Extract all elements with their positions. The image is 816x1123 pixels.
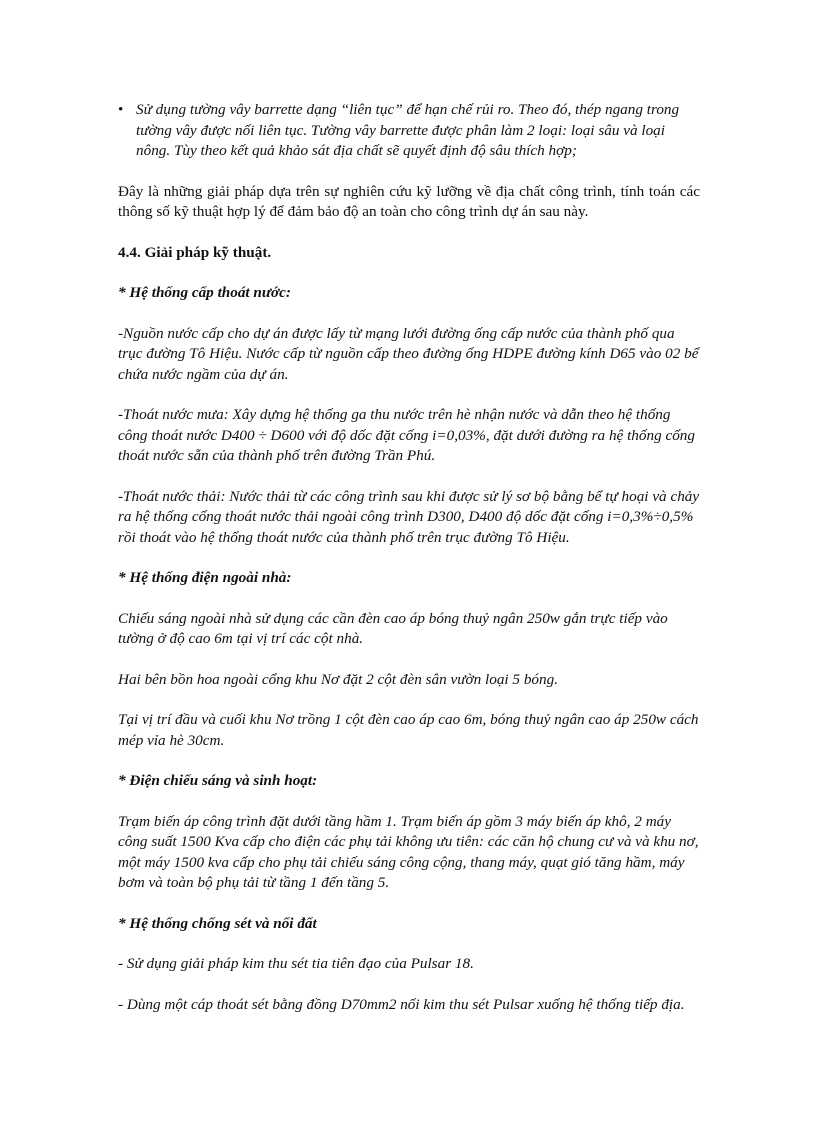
document-page (118, 100, 700, 1035)
water-supply-paragraph: -Nguồn nước cấp cho dự án được lấy từ mạng lưới đường ống cấp nước của thành phố qua trục đường Tô Hiệu. Nước cấp từ nguồn cấp theo đường ống HDPE đường kính D65 vào 02 bể chứa nước ngầm của dự án. (118, 324, 699, 383)
rain-drainage-paragraph: -Thoát nước mưa: Xây dựng hệ thống ga thu nước trên hè nhận nước và dẫn theo hệ thống công thoát nước D400 ÷ D600 với độ dốc đặt cống i=0,03%, đặt dưới đường ra hệ thống cống thoát nước sẵn của thành phố trên đường Trần Phú. (118, 406, 695, 464)
lighting-heading: * Điện chiếu sáng và sinh hoạt: (118, 772, 318, 789)
outdoor-electric-paragraph-2: Hai bên bồn hoa ngoài cổng khu Nơ đặt 2 cột đèn sân vườn loại 5 bóng. (118, 670, 558, 688)
outdoor-electric-paragraph-1: Chiếu sáng ngoài nhà sử dụng các cần đèn cao áp bóng thuỷ ngân 250w gắn trực tiếp vào tường ở độ cao 6m tại vị trí các cột nhà. (118, 609, 668, 647)
water-system-heading: * Hệ thống cấp thoát nước: (118, 284, 291, 301)
lighting-paragraph: Trạm biến áp công trình đặt dưới tầng hầm 1. Trạm biến áp gồm 3 máy biến áp khô, 2 máy công suất 1500 Kva cấp cho điện các phụ tải không ưu tiên: các căn hộ chung cư và và khu nơ, một máy 1500 kva cấp cho phụ tải chiếu sáng công cộng, thang máy, quạt gió tăng hầm, máy bơm và toàn bộ phụ tải từ tầng 1 đến tầng 5. (118, 812, 699, 891)
lightning-paragraph-2: - Dùng một cáp thoát sét bằng đồng D70mm2 nối kim thu sét Pulsar xuống hệ thống tiếp địa. (118, 995, 685, 1013)
lightning-paragraph-1: - Sử dụng giải pháp kim thu sét tia tiên đạo của Pulsar 18. (118, 955, 474, 972)
bullet-text: Sử dụng tường vây barrette dạng “liên tục” để hạn chế rủi ro. Theo đó, thép ngang trong tường vây được nối liên tục. Tường vây barrette được phân làm 2 loại: loại sâu và loại nông. Tùy theo kết quả khảo sát địa chất sẽ quyết định độ sâu thích hợp; (136, 101, 680, 159)
bullet-icon: • (118, 101, 124, 118)
waste-drainage-paragraph: -Thoát nước thải: Nước thải từ các công trình sau khi được sử lý sơ bộ bằng bể tự hoại và chảy ra hệ thống cống thoát nước thải ngoài công trình D300, D400 độ dốc đặt cống i=0,3%÷0,5% rồi thoát vào hệ thống thoát nước của thành phố trên trục đường Tô Hiệu. (118, 487, 700, 546)
section-heading: 4.4. Giải pháp kỹ thuật. (118, 243, 272, 261)
outdoor-electric-paragraph-3: Tại vị trí đầu và cuối khu Nơ trồng 1 cột đèn cao áp cao 6m, bóng thuỷ ngân cao áp 250w cách mép vỉa hè 30cm. (118, 711, 699, 749)
summary-paragraph: Đây là những giải pháp dựa trên sự nghiên cứu kỹ lưỡng về địa chất công trình, tính toán các thông số kỹ thuật hợp lý để đảm bảo độ an toàn cho công trình dự án sau này. (118, 182, 700, 220)
bullet-paragraph (118, 100, 700, 162)
outdoor-electric-heading: * Hệ thống điện ngoài nhà: (118, 569, 292, 586)
lightning-protection-heading: * Hệ thống chống sét và nối đất (118, 914, 317, 932)
